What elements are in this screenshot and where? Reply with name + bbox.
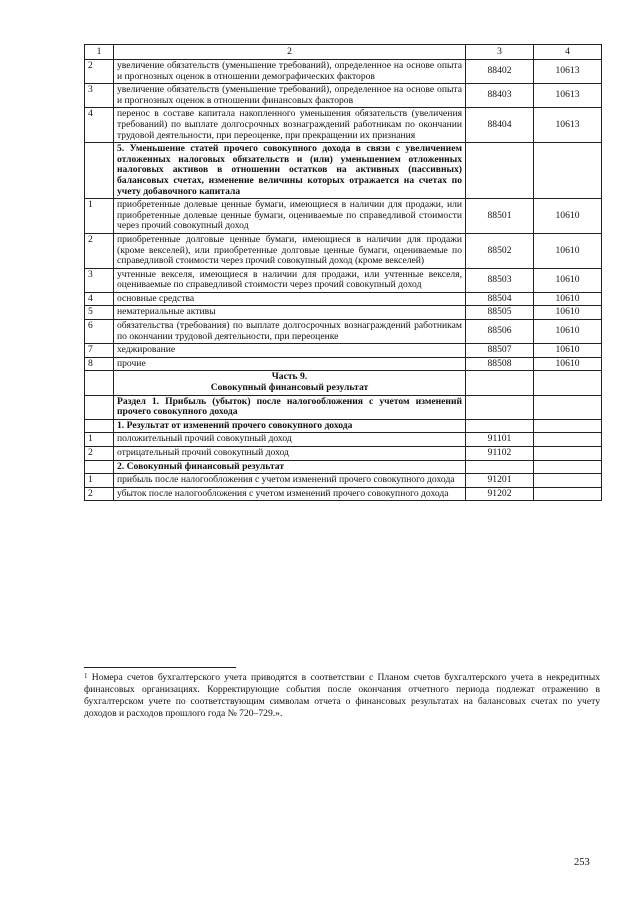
table-row xyxy=(85,320,602,344)
row-number: 3 xyxy=(85,268,114,292)
row-description: Часть 9. Совокупный финансовый результат xyxy=(114,371,466,395)
table-row xyxy=(85,460,602,474)
row-symbol: 10610 xyxy=(534,320,602,344)
row-description: основные средства xyxy=(114,292,466,306)
row-account-number xyxy=(466,371,534,395)
row-symbol: 10610 xyxy=(534,344,602,358)
row-number: 6 xyxy=(85,320,114,344)
row-account-number: 88403 xyxy=(466,84,534,108)
row-number xyxy=(85,395,114,419)
row-account-number: 88503 xyxy=(466,268,534,292)
row-number xyxy=(85,419,114,433)
row-description: прибыль после налогообложения с учетом изменений прочего совокупного дохода xyxy=(114,474,466,488)
table-row xyxy=(85,233,602,268)
row-symbol xyxy=(534,433,602,447)
footnote xyxy=(84,672,600,720)
table-row xyxy=(85,344,602,358)
row-number: 8 xyxy=(85,357,114,371)
row-account-number xyxy=(466,143,534,199)
row-number: 4 xyxy=(85,292,114,306)
row-symbol xyxy=(534,460,602,474)
row-symbol xyxy=(534,487,602,501)
row-symbol: 10613 xyxy=(534,108,602,143)
accounts-table xyxy=(84,44,602,501)
footnote-marker: 1 xyxy=(84,672,88,680)
table-row xyxy=(85,371,602,395)
table-row xyxy=(85,292,602,306)
row-description: нематериальные активы xyxy=(114,306,466,320)
footnote-divider xyxy=(84,667,236,668)
table-row xyxy=(85,199,602,234)
row-symbol: 10610 xyxy=(534,233,602,268)
row-symbol: 10610 xyxy=(534,306,602,320)
table-row xyxy=(85,447,602,461)
row-number: 7 xyxy=(85,344,114,358)
row-description: 2. Совокупный финансовый результат xyxy=(114,460,466,474)
row-account-number xyxy=(466,395,534,419)
row-description: 5. Уменьшение статей прочего совокупного дохода в связи с увеличением отложенных налоговых обязательств и (или) уменьшением отложенных налоговых активов в отношении остатков на активных (пассивных) балансовых счетах, изменение величины которых отражается на счетах по учету добавочного капитала xyxy=(114,143,466,199)
row-description: приобретенные долговые ценные бумаги, имеющиеся в наличии для продажи (кроме векселей), или приобретенные долговые ценные бумаги, оцениваемые по справедливой стоимости через прочий совокупный доход (кроме векселей) xyxy=(114,233,466,268)
table-row xyxy=(85,487,602,501)
table-row xyxy=(85,84,602,108)
table-row xyxy=(85,143,602,199)
row-description: приобретенные долевые ценные бумаги, имеющиеся в наличии для продажи, или приобретенные долевые ценные бумаги, оцениваемые по справедливой стоимости через прочий совокупный доход xyxy=(114,199,466,234)
table-row xyxy=(85,419,602,433)
row-symbol xyxy=(534,474,602,488)
row-account-number: 91102 xyxy=(466,447,534,461)
header-col-2: 2 xyxy=(114,45,466,60)
table-row xyxy=(85,60,602,84)
table-header-row xyxy=(85,45,602,60)
row-symbol xyxy=(534,143,602,199)
row-number xyxy=(85,143,114,199)
header-col-1: 1 xyxy=(85,45,114,60)
row-account-number: 88504 xyxy=(466,292,534,306)
row-number: 1 xyxy=(85,474,114,488)
row-account-number: 91202 xyxy=(466,487,534,501)
page-number: 253 xyxy=(574,857,590,868)
row-description: обязательства (требования) по выплате долгосрочных вознаграждений работникам по окончании трудовой деятельности, при переоценке xyxy=(114,320,466,344)
row-account-number: 88507 xyxy=(466,344,534,358)
row-number: 2 xyxy=(85,487,114,501)
row-description: увеличение обязательств (уменьшение требований), определенное на основе опыта и прогнозных оценок в отношении демографических факторов xyxy=(114,60,466,84)
row-description: перенос в составе капитала накопленного уменьшения обязательств (увеличения требований) по выплате долгосрочных вознаграждений работникам по окончании трудовой деятельности, при переоценке, при прекращении их признания xyxy=(114,108,466,143)
row-description: Раздел 1. Прибыль (убыток) после налогообложения с учетом изменений прочего совокупного дохода xyxy=(114,395,466,419)
row-symbol xyxy=(534,419,602,433)
row-symbol: 10613 xyxy=(534,84,602,108)
row-symbol: 10610 xyxy=(534,268,602,292)
row-number: 1 xyxy=(85,433,114,447)
row-account-number: 88505 xyxy=(466,306,534,320)
row-number: 2 xyxy=(85,60,114,84)
row-account-number: 91101 xyxy=(466,433,534,447)
row-account-number xyxy=(466,460,534,474)
row-account-number: 88404 xyxy=(466,108,534,143)
table-row xyxy=(85,474,602,488)
row-number xyxy=(85,371,114,395)
header-col-4: 4 xyxy=(534,45,602,60)
row-symbol: 10613 xyxy=(534,60,602,84)
row-description: хеджирование xyxy=(114,344,466,358)
row-account-number: 88402 xyxy=(466,60,534,84)
footnote-text: Номера счетов бухгалтерского учета приводятся в соответствии с Планом счетов бухгалтерского учета в некредитных финансовых организациях. Корректирующие события после окончания отчетного периода подлежат отражению в бухгалтерском учете по соответствующим символам отчета о финансовых результатах на балансовых счетах по учету доходов и расходов прошлого года № 720–729.». xyxy=(84,672,600,719)
table-row xyxy=(85,306,602,320)
row-number: 4 xyxy=(85,108,114,143)
row-number: 1 xyxy=(85,199,114,234)
row-description: положительный прочий совокупный доход xyxy=(114,433,466,447)
row-symbol xyxy=(534,371,602,395)
row-number: 3 xyxy=(85,84,114,108)
row-symbol: 10610 xyxy=(534,292,602,306)
row-symbol: 10610 xyxy=(534,357,602,371)
row-account-number: 88508 xyxy=(466,357,534,371)
row-number: 2 xyxy=(85,447,114,461)
row-symbol xyxy=(534,447,602,461)
row-description: прочие xyxy=(114,357,466,371)
row-account-number: 88501 xyxy=(466,199,534,234)
row-symbol: 10610 xyxy=(534,199,602,234)
table-row xyxy=(85,357,602,371)
row-symbol xyxy=(534,395,602,419)
row-description: увеличение обязательств (уменьшение требований), определенное на основе опыта и прогнозных оценок в отношении финансовых факторов xyxy=(114,84,466,108)
row-number: 5 xyxy=(85,306,114,320)
row-number: 2 xyxy=(85,233,114,268)
row-account-number: 88502 xyxy=(466,233,534,268)
row-description: 1. Результат от изменений прочего совокупного дохода xyxy=(114,419,466,433)
row-account-number: 88506 xyxy=(466,320,534,344)
table-row xyxy=(85,268,602,292)
row-description: учтенные векселя, имеющиеся в наличии для продажи, или учтенные векселя, оцениваемые по справедливой стоимости через прочий совокупный доход xyxy=(114,268,466,292)
row-description: отрицательный прочий совокупный доход xyxy=(114,447,466,461)
table-row xyxy=(85,433,602,447)
row-description: убыток после налогообложения с учетом изменений прочего совокупного дохода xyxy=(114,487,466,501)
table-row xyxy=(85,108,602,143)
row-account-number xyxy=(466,419,534,433)
header-col-3: 3 xyxy=(466,45,534,60)
table-row xyxy=(85,395,602,419)
row-number xyxy=(85,460,114,474)
row-account-number: 91201 xyxy=(466,474,534,488)
